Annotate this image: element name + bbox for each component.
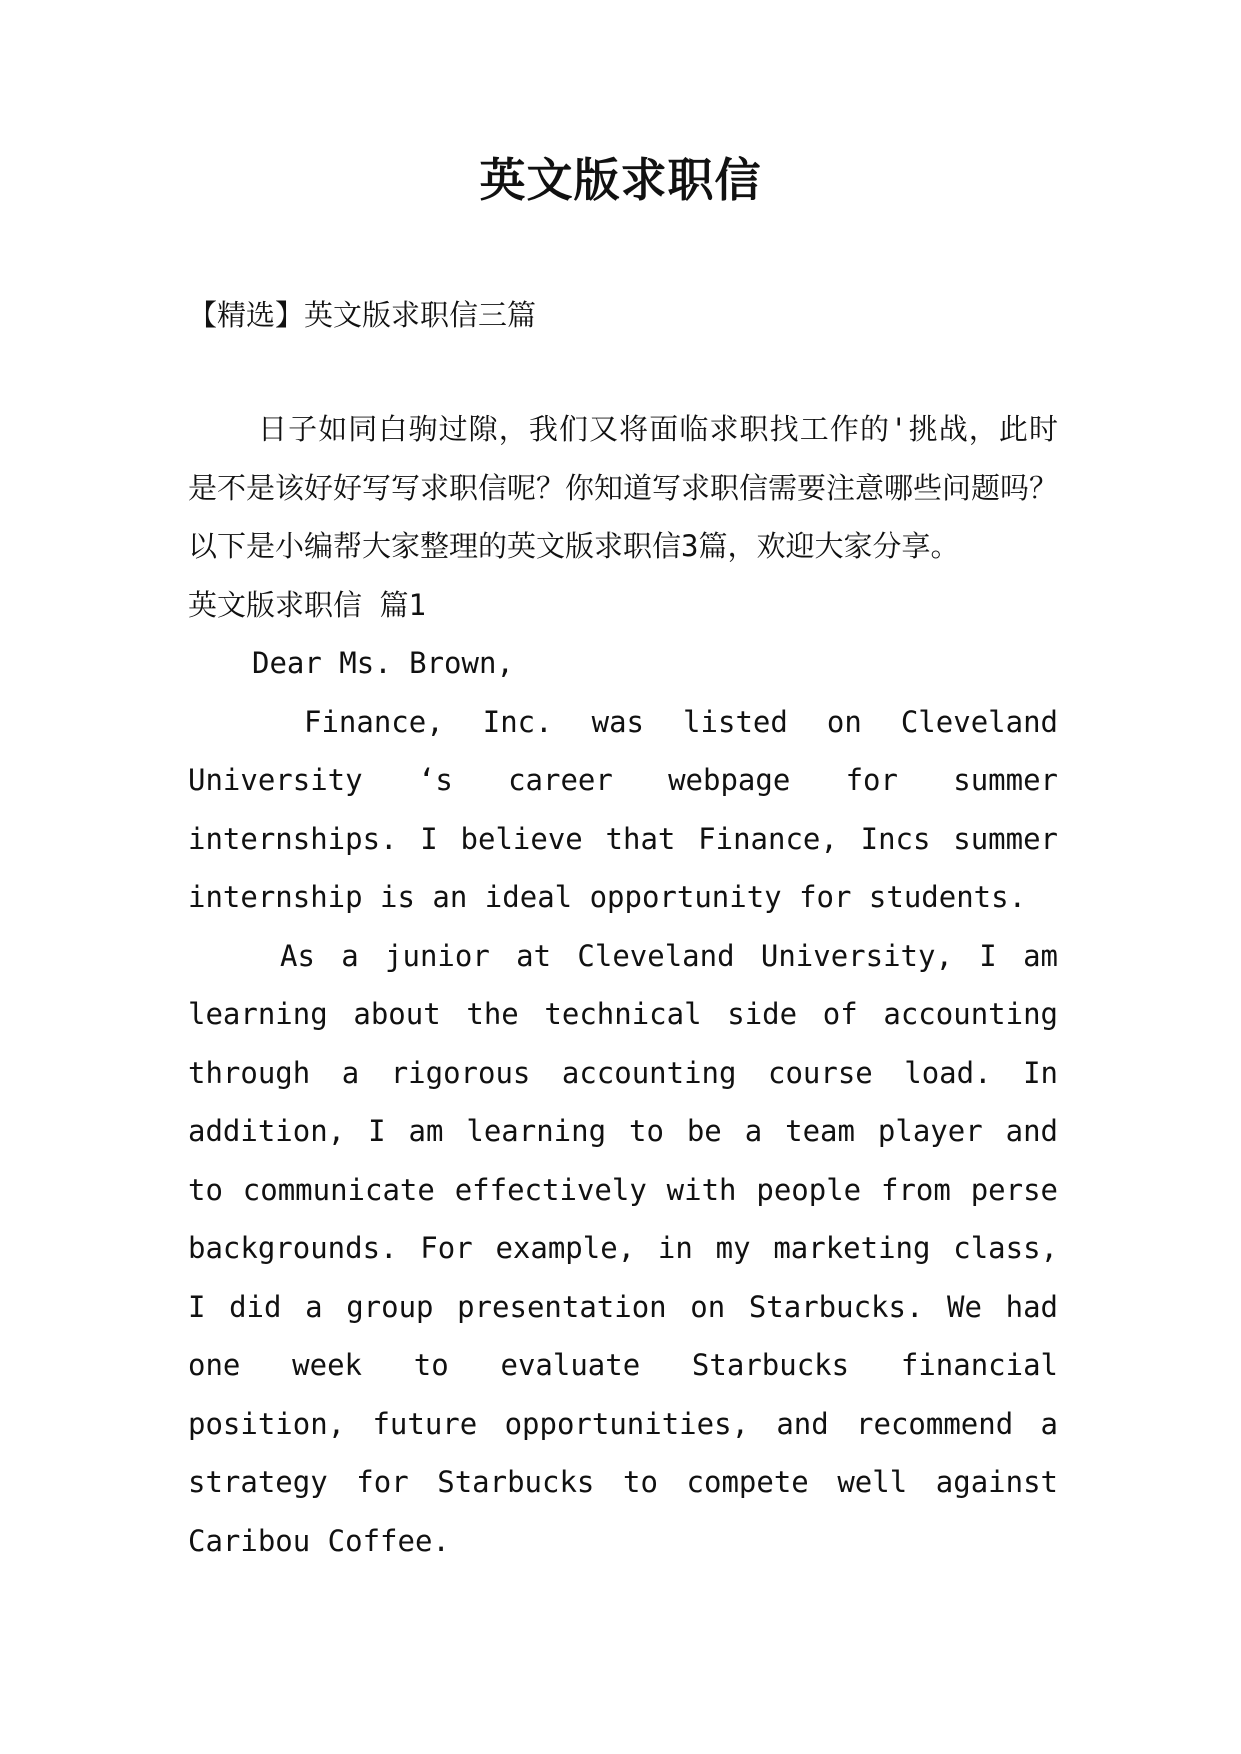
- body-paragraph: Finance, Inc. was listed on Cleveland University ‘s career webpage for summer internships. I believe that Finance, Incs summer internship is an ideal opportunity for students.: [188, 704, 1058, 914]
- document-subtitle: 【精选】英文版求职信三篇: [188, 298, 537, 332]
- salutation: Dear Ms. Brown,: [252, 646, 514, 680]
- page-title: 英文版求职信: [479, 153, 762, 207]
- document-body: [188, 290, 1058, 1570]
- body-paragraph: As a junior at Cleveland University, I am learning about the technical side of accounting through a rigorous accounting course load. In addition, I am learning to be a team player and to communicate effectively with people from perse backgrounds. For example, in my marketing class, I did a group presentation on Starbucks. We had one week to evaluate Starbucks financial position, future opportunities, and recommend a strategy for Starbucks to compete well against Caribou Coffee.: [188, 938, 1058, 1558]
- section-heading: 英文版求职信 篇1: [188, 587, 426, 622]
- intro-paragraph: 日子如同白驹过隙，我们又将面临求职找工作的'挑战，此时是不是该好好写写求职信呢？你知道写求职信需要注意哪些问题吗？以下是小编帮大家整理的英文版求职信3篇，欢迎大家分享。: [188, 412, 1059, 563]
